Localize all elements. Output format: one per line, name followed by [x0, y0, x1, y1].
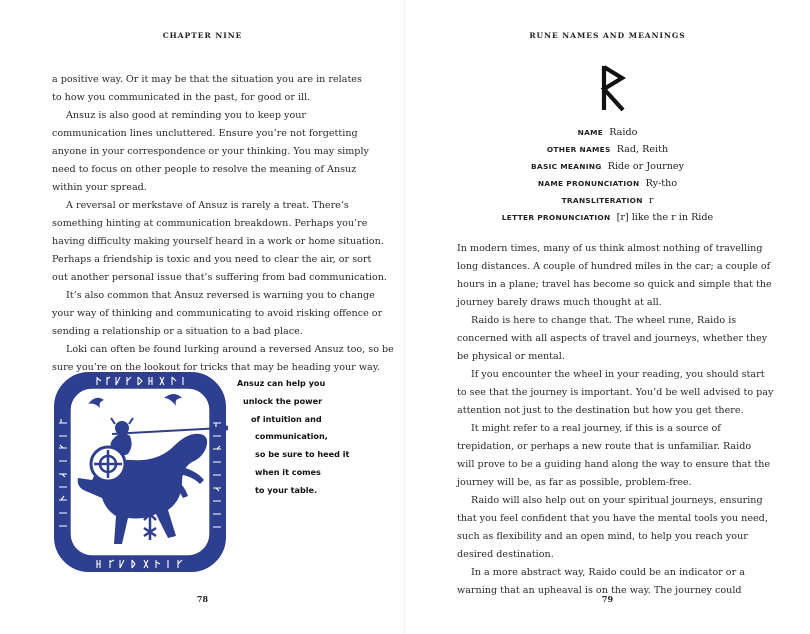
- body-line: such as flexibility and an open mind, to help you reach your: [457, 531, 748, 542]
- caption-line: to your table.: [255, 484, 318, 495]
- body-line: Ansuz is also good at reminding you to keep your: [66, 110, 307, 121]
- running-header: RUNE NAMES AND MEANINGS: [529, 31, 686, 40]
- body-line: Perhaps a friendship is toxic and you need to clear the air, or sort: [52, 254, 372, 265]
- right-body-text: [457, 240, 774, 600]
- running-header: CHAPTER NINE: [162, 31, 243, 40]
- odin-rider-illustration: [52, 368, 228, 576]
- left-body-text: [52, 71, 394, 377]
- illustration-caption: [237, 375, 367, 500]
- body-line: long distances. A couple of hundred miles in the car; a couple of: [457, 261, 771, 272]
- caption-line: when it comes: [255, 466, 321, 477]
- body-line: journey barely draws much thought at all.: [457, 297, 662, 308]
- body-line: warning that an upheaval is on the way. The journey could: [457, 585, 742, 596]
- rune-meta: [405, 124, 810, 226]
- body-line: desired destination.: [457, 549, 554, 560]
- body-line: your way of thinking and communicating to avoid risking offence or: [52, 308, 383, 319]
- meta-name: NAME Raido: [577, 127, 638, 138]
- body-line: something hinting at communication breakdown. Perhaps you’re: [52, 218, 368, 229]
- body-line: anyone in your correspondence or your thinking. You may simply: [52, 146, 369, 157]
- body-line: trepidation, or perhaps a new route that is unfamiliar. Raido: [457, 441, 752, 452]
- body-line: If you encounter the wheel in your reading, you should start: [471, 369, 765, 380]
- body-line: sure you’re on the lookout for tricks that may be heading your way.: [52, 362, 380, 373]
- meta-letter-pronunciation: LETTER PRONUNCIATION [r] like the r in Ride: [501, 212, 714, 223]
- body-line: to how you communicated in the past, for good or ill.: [52, 92, 311, 103]
- body-line: within your spread.: [52, 182, 147, 193]
- caption-line: unlock the power: [243, 395, 323, 406]
- body-line: journey will be, as far as possible, problem-free.: [457, 477, 692, 488]
- body-line: It might refer to a real journey, if this is a source of: [471, 423, 721, 434]
- page-number: 79: [601, 594, 614, 604]
- meta-name-pronunciation: NAME PRONUNCIATION Ry-tho: [537, 178, 678, 189]
- body-line: out another personal issue that’s suffering from bad communication.: [52, 272, 387, 283]
- body-line: A reversal or merkstave of Ansuz is rarely a treat. There’s: [66, 200, 349, 211]
- caption-line: communication,: [255, 431, 328, 442]
- right-page: [405, 0, 810, 634]
- body-line: It’s also common that Ansuz reversed is warning you to change: [66, 290, 375, 301]
- body-line: Raido is here to change that. The wheel rune, Raido is: [471, 315, 737, 326]
- body-line: having difficulty making yourself heard in a work or home situation.: [52, 236, 384, 247]
- page-number: 78: [196, 594, 209, 604]
- body-line: concerned with all aspects of travel and journeys, whether they: [457, 333, 768, 344]
- raido-rune-icon: [595, 64, 631, 112]
- meta-transliteration: TRANSLITERATION r: [561, 195, 654, 206]
- body-line: be physical or mental.: [457, 351, 565, 362]
- body-line: communication lines uncluttered. Ensure you’re not forgetting: [52, 128, 358, 139]
- body-line: a positive way. Or it may be that the situation you are in relates: [52, 74, 362, 85]
- body-line: to see that the journey is important. You’d be well advised to pay: [457, 387, 774, 398]
- body-line: In modern times, many of us think almost nothing of travelling: [457, 243, 763, 254]
- caption-line: of intuition and: [251, 413, 322, 424]
- body-line: sending a relationship or a situation to a bad place.: [52, 326, 303, 337]
- body-line: In a more abstract way, Raido could be an indicator or a: [471, 567, 745, 578]
- body-line: need to focus on other people to resolve the meaning of Ansuz: [52, 164, 357, 175]
- body-line: hours in a plane; travel has become so quick and simple that the: [457, 279, 772, 290]
- caption-line: so be sure to heed it: [255, 449, 350, 460]
- body-line: will prove to be a guiding hand along the way to ensure that the: [457, 459, 771, 470]
- meta-other-names: OTHER NAMES Rad, Reith: [546, 144, 669, 155]
- body-line: that you feel confident that you have the mental tools you need,: [457, 513, 768, 524]
- body-line: Loki can often be found lurking around a reversed Ansuz too, so be: [66, 344, 394, 355]
- caption-line: Ansuz can help you: [237, 378, 326, 388]
- meta-basic-meaning: BASIC MEANING Ride or Journey: [531, 161, 684, 172]
- body-line: Raido will also help out on your spiritual journeys, ensuring: [471, 495, 763, 506]
- body-line: attention not just to the destination but how you get there.: [457, 405, 744, 416]
